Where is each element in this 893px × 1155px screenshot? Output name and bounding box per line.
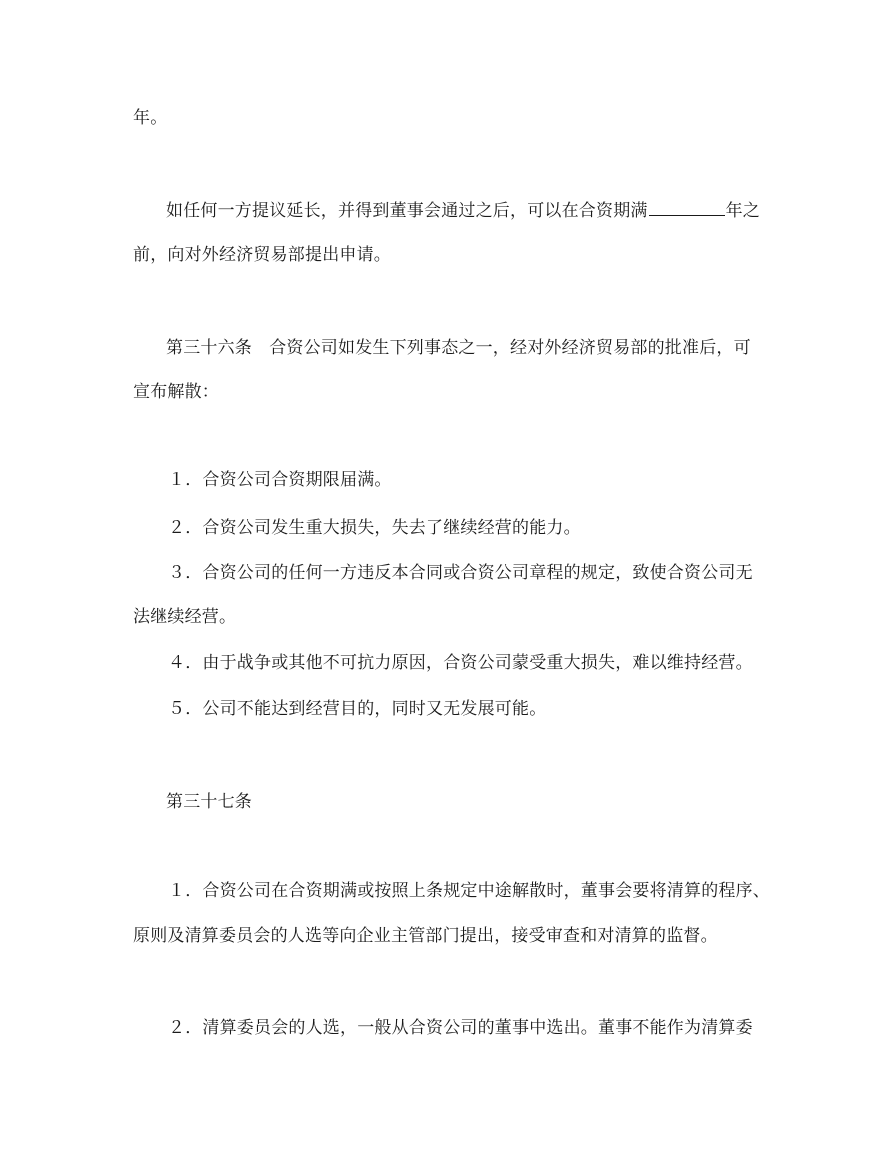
fill-in-blank bbox=[649, 199, 725, 216]
text-line: 法继续经营。 bbox=[133, 607, 237, 627]
text-segment: 如任何一方提议延长，并得到董事会通过之后，可以在合资期满 bbox=[166, 201, 648, 221]
article-heading: 第三十六条 合资公司如发生下列事态之一，经对外经济贸易部的批准后，可 bbox=[166, 338, 751, 358]
text-line: 前，向对外经济贸易部提出申请。 bbox=[133, 245, 391, 265]
list-item: １．合资公司在合资期满或按照上条规定中途解散时，董事会要将清算的程序、 bbox=[168, 881, 770, 901]
list-item: ２．清算委员会的人选，一般从合资公司的董事中选出。董事不能作为清算委 bbox=[168, 1018, 753, 1038]
list-item: ２．合资公司发生重大损失，失去了继续经营的能力。 bbox=[168, 518, 581, 538]
text-line: 宣布解散： bbox=[133, 382, 219, 402]
article-heading: 第三十七条 bbox=[166, 792, 252, 812]
text-line: 原则及清算委员会的人选等向企业主管部门提出，接受审查和对清算的监督。 bbox=[133, 926, 718, 946]
text-line: 年。 bbox=[133, 108, 168, 128]
text-line bbox=[166, 199, 760, 223]
list-item: ５．公司不能达到经营目的，同时又无发展可能。 bbox=[168, 699, 547, 719]
text-segment: 年之 bbox=[725, 201, 761, 221]
list-item: ４．由于战争或其他不可抗力原因，合资公司蒙受重大损失，难以维持经营。 bbox=[168, 653, 753, 673]
list-item: ３．合资公司的任何一方违反本合同或合资公司章程的规定，致使合资公司无 bbox=[168, 563, 753, 583]
list-item: １．合资公司合资期限届满。 bbox=[168, 470, 392, 490]
